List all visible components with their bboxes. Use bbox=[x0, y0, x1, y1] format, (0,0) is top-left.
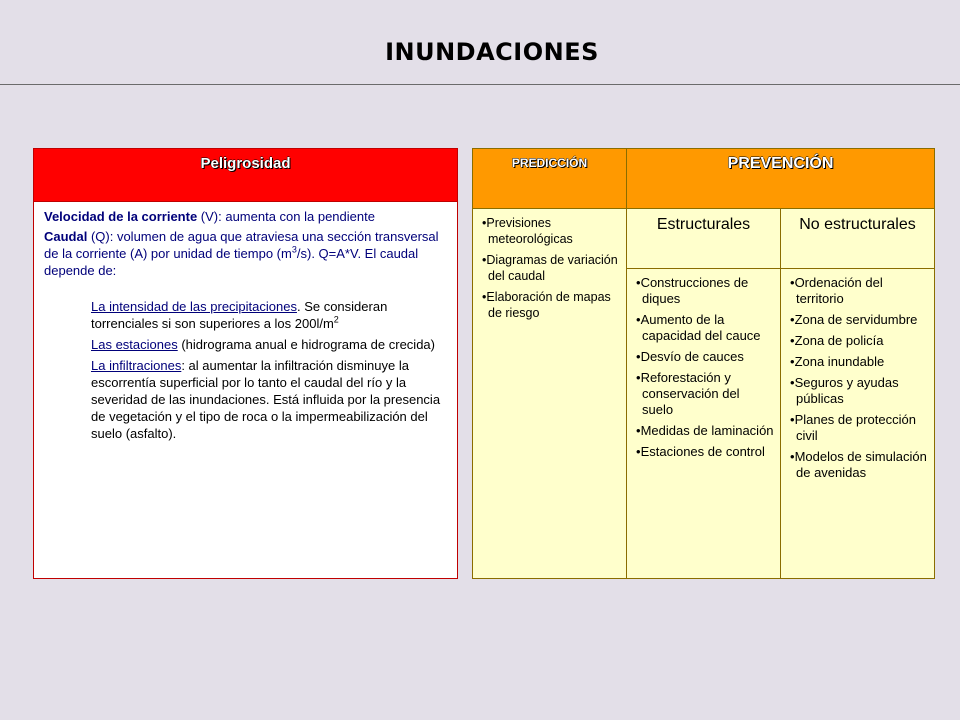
list-item: • Medidas de laminación bbox=[636, 423, 774, 439]
peligrosidad-body bbox=[34, 202, 457, 442]
list-item: • Zona inundable bbox=[790, 354, 928, 370]
prediccion-cell bbox=[473, 209, 627, 578]
caudal-label: Caudal bbox=[44, 229, 88, 244]
velocidad-text: (V): aumenta con la pendiente bbox=[197, 209, 375, 224]
no-estructurales-label: No estructurales bbox=[799, 216, 916, 233]
peligrosidad-header bbox=[34, 149, 457, 202]
infiltraciones-item bbox=[44, 357, 447, 442]
prediccion-list bbox=[473, 209, 626, 321]
list-item: • Aumento de la capacidad del cauce bbox=[636, 312, 774, 344]
prediccion-header-label: PREDICCIÓN bbox=[511, 156, 588, 170]
estaciones-label: Las estaciones bbox=[91, 337, 178, 352]
intensidad-label: La intensidad de las precipitaciones bbox=[91, 299, 297, 314]
estructurales-label: Estructurales bbox=[656, 216, 751, 233]
estaciones-item bbox=[44, 336, 447, 353]
prevencion-header bbox=[627, 149, 934, 209]
list-item: • Diagramas de variación del caudal bbox=[482, 252, 620, 284]
no-estructurales-cell bbox=[781, 269, 934, 578]
slide-title: INUNDACIONES bbox=[385, 38, 599, 66]
estaciones-text: (hidrograma anual e hidrograma de crecida) bbox=[177, 337, 435, 352]
list-item: • Zona de servidumbre bbox=[790, 312, 928, 328]
no-estructurales-header bbox=[781, 209, 934, 269]
list-item: • Modelos de simulación de avenidas bbox=[790, 449, 928, 481]
intensidad-text: . Se consideran torrenciales si son superiores a los 200l/m bbox=[91, 299, 388, 331]
title-divider bbox=[0, 84, 960, 85]
prediccion-header bbox=[473, 149, 627, 209]
estructurales-header bbox=[627, 209, 781, 269]
list-item: • Construcciones de diques bbox=[636, 275, 774, 307]
list-item: • Desvío de cauces bbox=[636, 349, 774, 365]
infiltraciones-label: La infiltraciones bbox=[91, 358, 182, 373]
list-item: • Seguros y ayudas públicas bbox=[790, 375, 928, 407]
infiltraciones-text: : al aumentar la infiltración disminuye la escorrentía superficial por lo tanto el caudal del río y la severidad de las inundaciones. Está influida por la presencia de vegetación y el tipo de roca o la impermeabilización del suelo (asfalto). bbox=[91, 358, 441, 441]
list-item: • Previsiones meteorológicas bbox=[482, 215, 620, 247]
velocidad-paragraph bbox=[44, 208, 447, 225]
caudal-superscript: 3 bbox=[291, 244, 297, 255]
no-estructurales-list bbox=[781, 269, 934, 481]
estructurales-cell bbox=[627, 269, 781, 578]
list-item: • Reforestación y conservación del suelo bbox=[636, 370, 774, 418]
velocidad-label: Velocidad de la corriente bbox=[44, 209, 198, 224]
intensidad-item bbox=[44, 298, 447, 332]
peligrosidad-table bbox=[33, 148, 458, 579]
list-item: • Estaciones de control bbox=[636, 444, 774, 460]
peligrosidad-header-label: Peligrosidad bbox=[200, 155, 291, 172]
estructurales-list bbox=[627, 269, 780, 460]
caudal-paragraph bbox=[44, 228, 447, 279]
list-item: • Planes de protección civil bbox=[790, 412, 928, 444]
intensidad-superscript: 2 bbox=[333, 314, 339, 325]
prevencion-header-label: PREVENCIÓN bbox=[727, 155, 834, 172]
list-item: • Elaboración de mapas de riesgo bbox=[482, 289, 620, 321]
list-item: • Zona de policía bbox=[790, 333, 928, 349]
caudal-text-1: (Q): volumen de agua que atraviesa una sección transversal de la corriente (A) por unidad de tiempo (m bbox=[44, 229, 439, 261]
list-item: • Ordenación del territorio bbox=[790, 275, 928, 307]
prediccion-prevencion-table bbox=[472, 148, 935, 579]
caudal-text-2: /s). Q=A*V. El caudal depende de: bbox=[44, 246, 419, 278]
